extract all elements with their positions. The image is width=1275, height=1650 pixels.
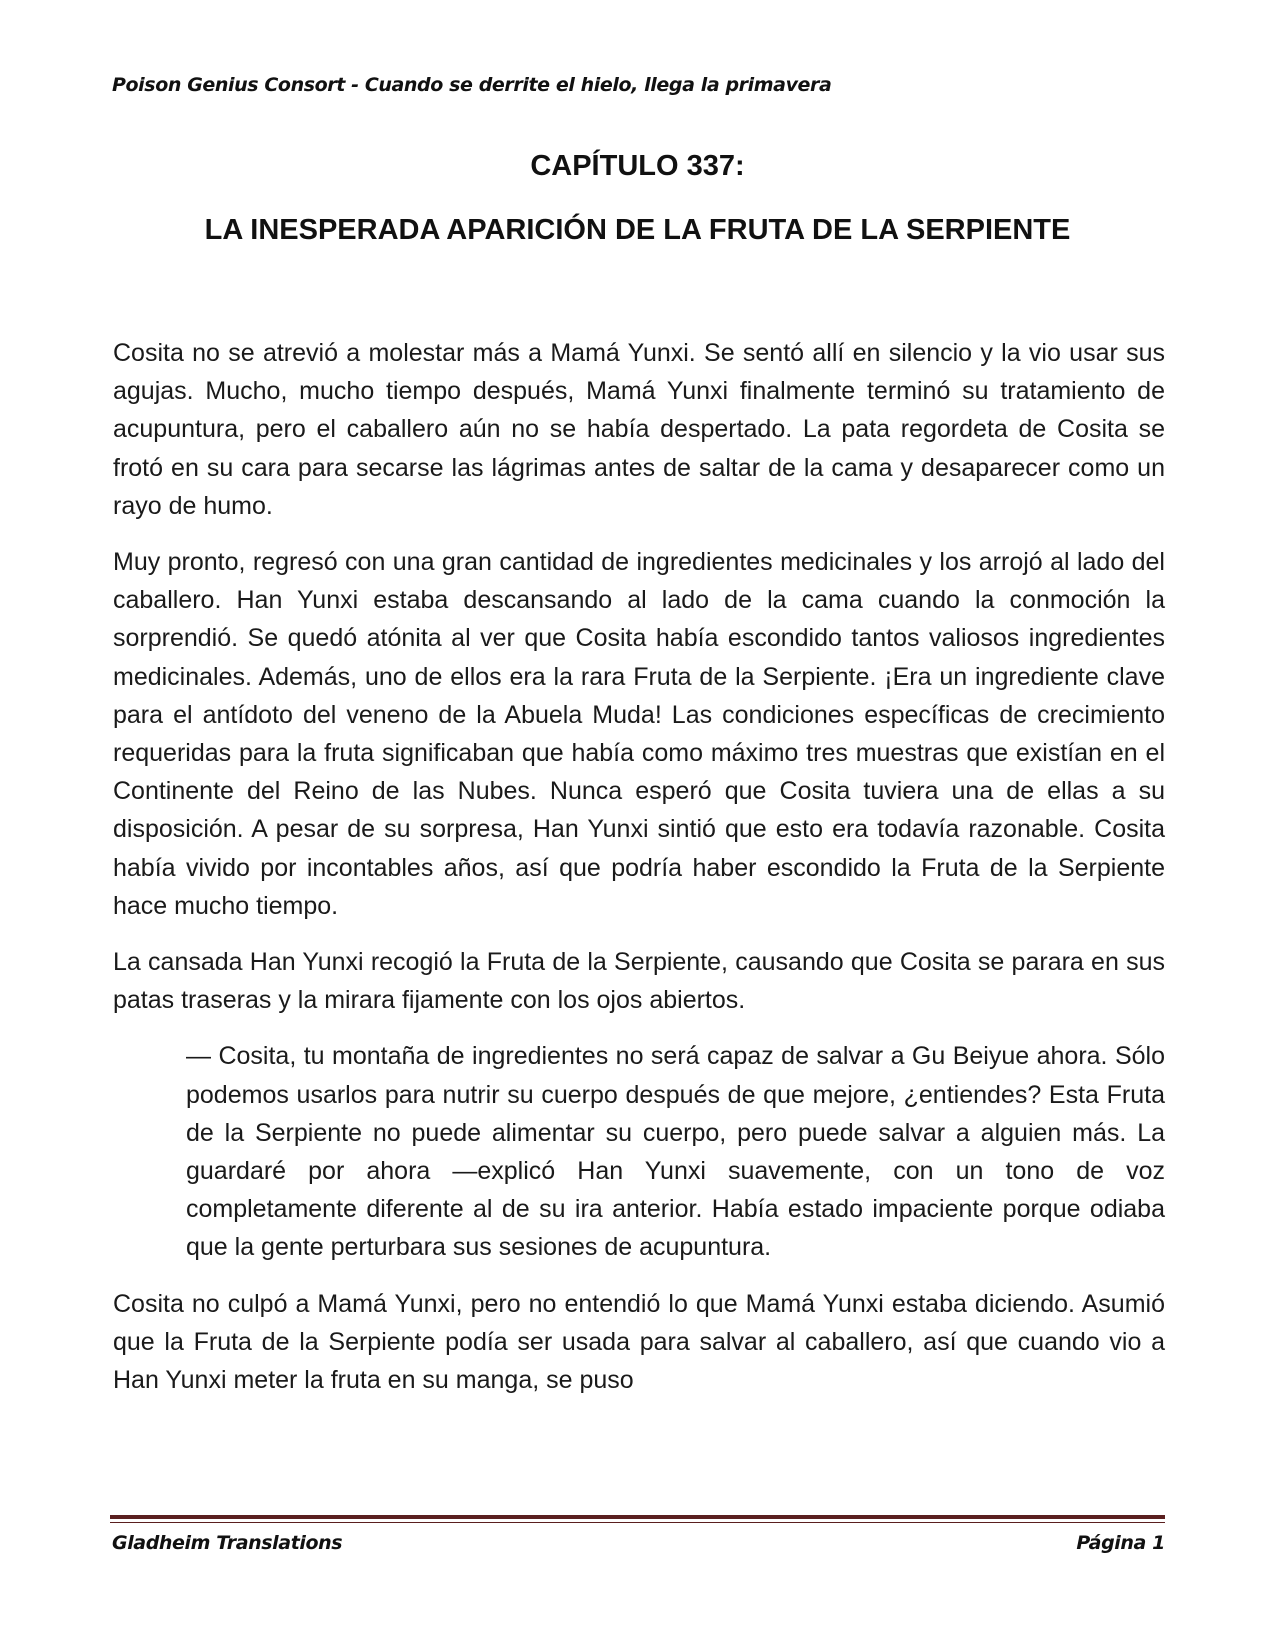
chapter-number: CAPÍTULO 337: bbox=[530, 150, 745, 182]
paragraph: Cosita no culpó a Mamá Yunxi, pero no entendió lo que Mamá Yunxi estaba diciendo. Asumió que la Fruta de la Serpiente podía ser usada para salvar al caballero, así que cuando vio a Han Yunxi meter la fruta en su manga, se puso bbox=[113, 1289, 1165, 1395]
paragraph: Cosita no se atrevió a molestar más a Mamá Yunxi. Se sentó allí en silencio y la vio usar sus agujas. Mucho, mucho tiempo después, Mamá Yunxi finalmente terminó su tratamiento de acupuntura, pero el caballero aún no se había despertado. La pata regordeta de Cosita se frotó en su cara para secarse las lágrimas antes de saltar de la cama y desaparecer como un rayo de humo. bbox=[113, 339, 1165, 520]
footer-publisher: Gladheim Translations bbox=[112, 1532, 343, 1554]
footer-rule-thick bbox=[110, 1515, 1165, 1519]
paragraph: Muy pronto, regresó con una gran cantidad de ingredientes medicinales y los arrojó al lado del caballero. Han Yunxi estaba descansando al lado de la cama cuando la conmoción la sorprendió. Se quedó atónita al ver que Cosita había escondido tantos valiosos ingredientes medicinales. Además, uno de ellos era la rara Fruta de la Serpiente. ¡Era un ingrediente clave para el antídoto del veneno de la Abuela Muda! Las condiciones específicas de crecimiento requeridas para la fruta significaban que había como máximo tres muestras que existían en el Continente del Reino de las Nubes. Nunca esperó que Cosita tuviera una de ellas a su disposición. A pesar de su sorpresa, Han Yunxi sintió que esto era todavía razonable. Cosita había vivido por incontables años, así que podría haber escondido la Fruta de la Serpiente hace mucho tiempo. bbox=[113, 548, 1165, 920]
dialogue-paragraph: — Cosita, tu montaña de ingredientes no será capaz de salvar a Gu Beiyue ahora. Sólo podemos usarlos para nutrir su cuerpo después de que mejore, ¿entiendes? Esta Fruta de la Serpiente no puede alimentar su cuerpo, pero puede salvar a alguien más. La guardaré por ahora —explicó Han Yunxi suavemente, con un tono de voz completamente diferente al de su ira anterior. Había estado impaciente porque odiaba que la gente perturbara sus sesiones de acupuntura. bbox=[186, 1042, 1165, 1262]
chapter-body bbox=[113, 334, 1165, 1399]
page-number: Página 1 bbox=[1076, 1532, 1165, 1554]
paragraph: La cansada Han Yunxi recogió la Fruta de la Serpiente, causando que Cosita se parara en sus patas traseras y la mirara fijamente con los ojos abiertos. bbox=[113, 948, 1165, 1015]
footer-rule-thin bbox=[110, 1522, 1165, 1523]
running-header: Poison Genius Consort - Cuando se derrite el hielo, llega la primavera bbox=[112, 74, 832, 96]
chapter-title: LA INESPERADA APARICIÓN DE LA FRUTA DE LA SERPIENTE bbox=[204, 214, 1071, 246]
